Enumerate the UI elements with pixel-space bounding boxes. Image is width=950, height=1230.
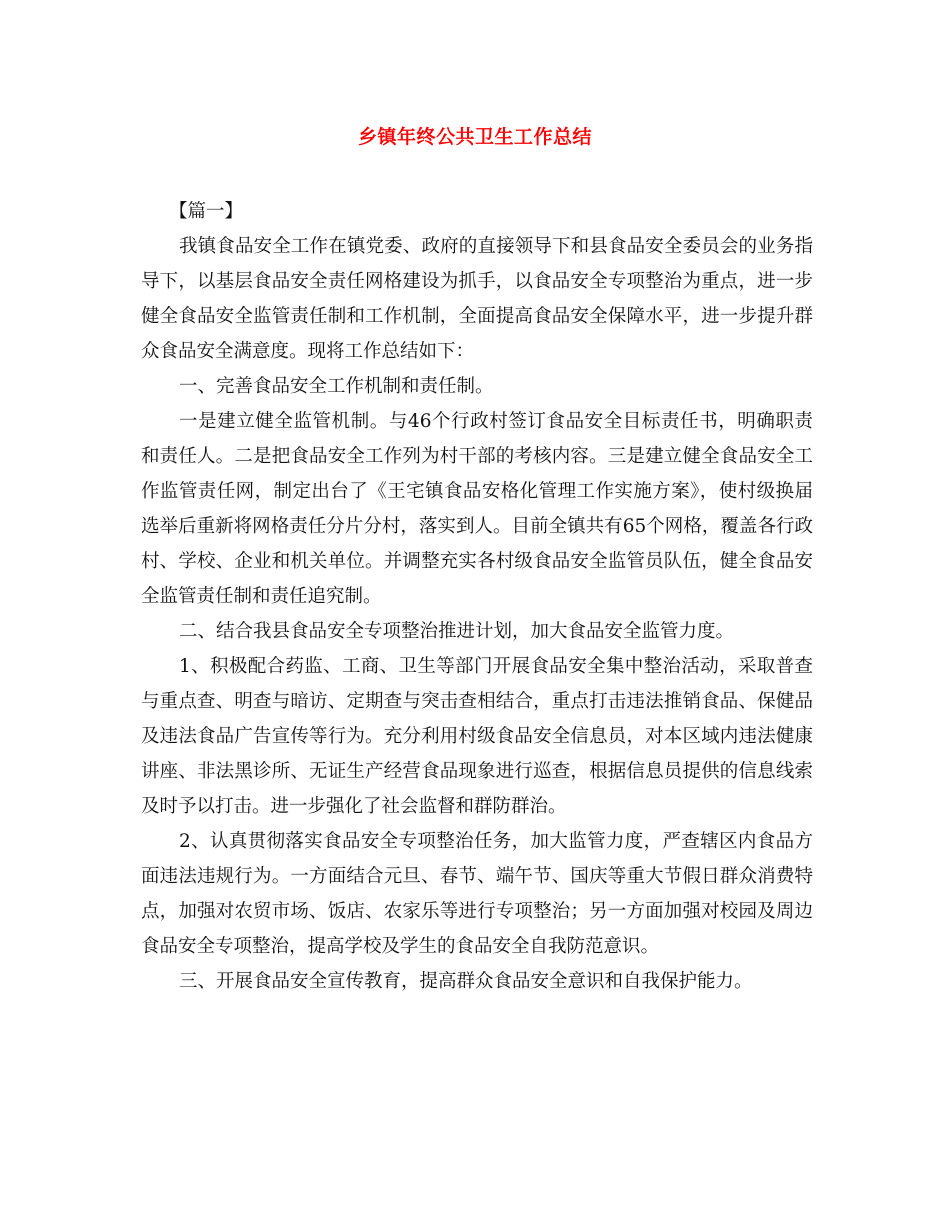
heading-one: 一、完善食品安全工作机制和责任制。: [179, 376, 494, 397]
heading-three: 三、开展食品安全宣传教育，提高群众食品安全意识和自我保护能力。: [179, 971, 753, 992]
document-title: 乡镇年终公共卫生工作总结: [357, 126, 592, 148]
document-body: [141, 194, 813, 999]
paragraph-mechanism: 一是建立健全监管机制。与46个行政村签订食品安全目标责任书，明确职责和责任人。二是把食品安全工作列为村干部的考核内容。三是建立健全食品安全工作监管责任网，制定出台了《王宅镇食品安格化管理工作实施方案》，使村级换届选举后重新将网格责任分片分村，落实到人。目前全镇共有65个网格，覆盖各行政村、学校、企业和机关单位。并调整充实各村级食品安全监管员队伍，健全食品安全监管责任制和责任追究制。: [141, 411, 813, 607]
paragraph-item-2: 2、认真贯彻落实食品安全专项整治任务，加大监管力度，严查辖区内食品方面违法违规行为。一方面结合元旦、春节、端午节、国庆等重大节假日群众消费特点，加强对农贸市场、饭店、农家乐等进行专项整治；另一方面加强对校园及周边食品安全专项整治，提高学校及学生的食品安全自我防范意识。: [141, 831, 813, 957]
paragraph-item-1: 1、积极配合药监、工商、卫生等部门开展食品安全集中整治活动，采取普查与重点查、明查与暗访、定期查与突击查相结合，重点打击违法推销食品、保健品及违法食品广告宣传等行为。充分利用村级食品安全信息员，对本区域内违法健康讲座、非法黑诊所、无证生产经营食品现象进行巡查，根据信息员提供的信息线索及时予以打击。进一步强化了社会监督和群防群治。: [141, 656, 813, 817]
heading-two: 二、结合我县食品安全专项整治推进计划，加大食品安全监管力度。: [179, 621, 735, 642]
section-label: 【篇一】: [169, 201, 244, 222]
intro-paragraph: 我镇食品安全工作在镇党委、政府的直接领导下和县食品安全委员会的业务指导下，以基层食品安全责任网格建设为抓手，以食品安全专项整治为重点，进一步健全食品安全监管责任制和工作机制，全面提高食品安全保障水平，进一步提升群众食品安全满意度。现将工作总结如下：: [141, 236, 813, 362]
